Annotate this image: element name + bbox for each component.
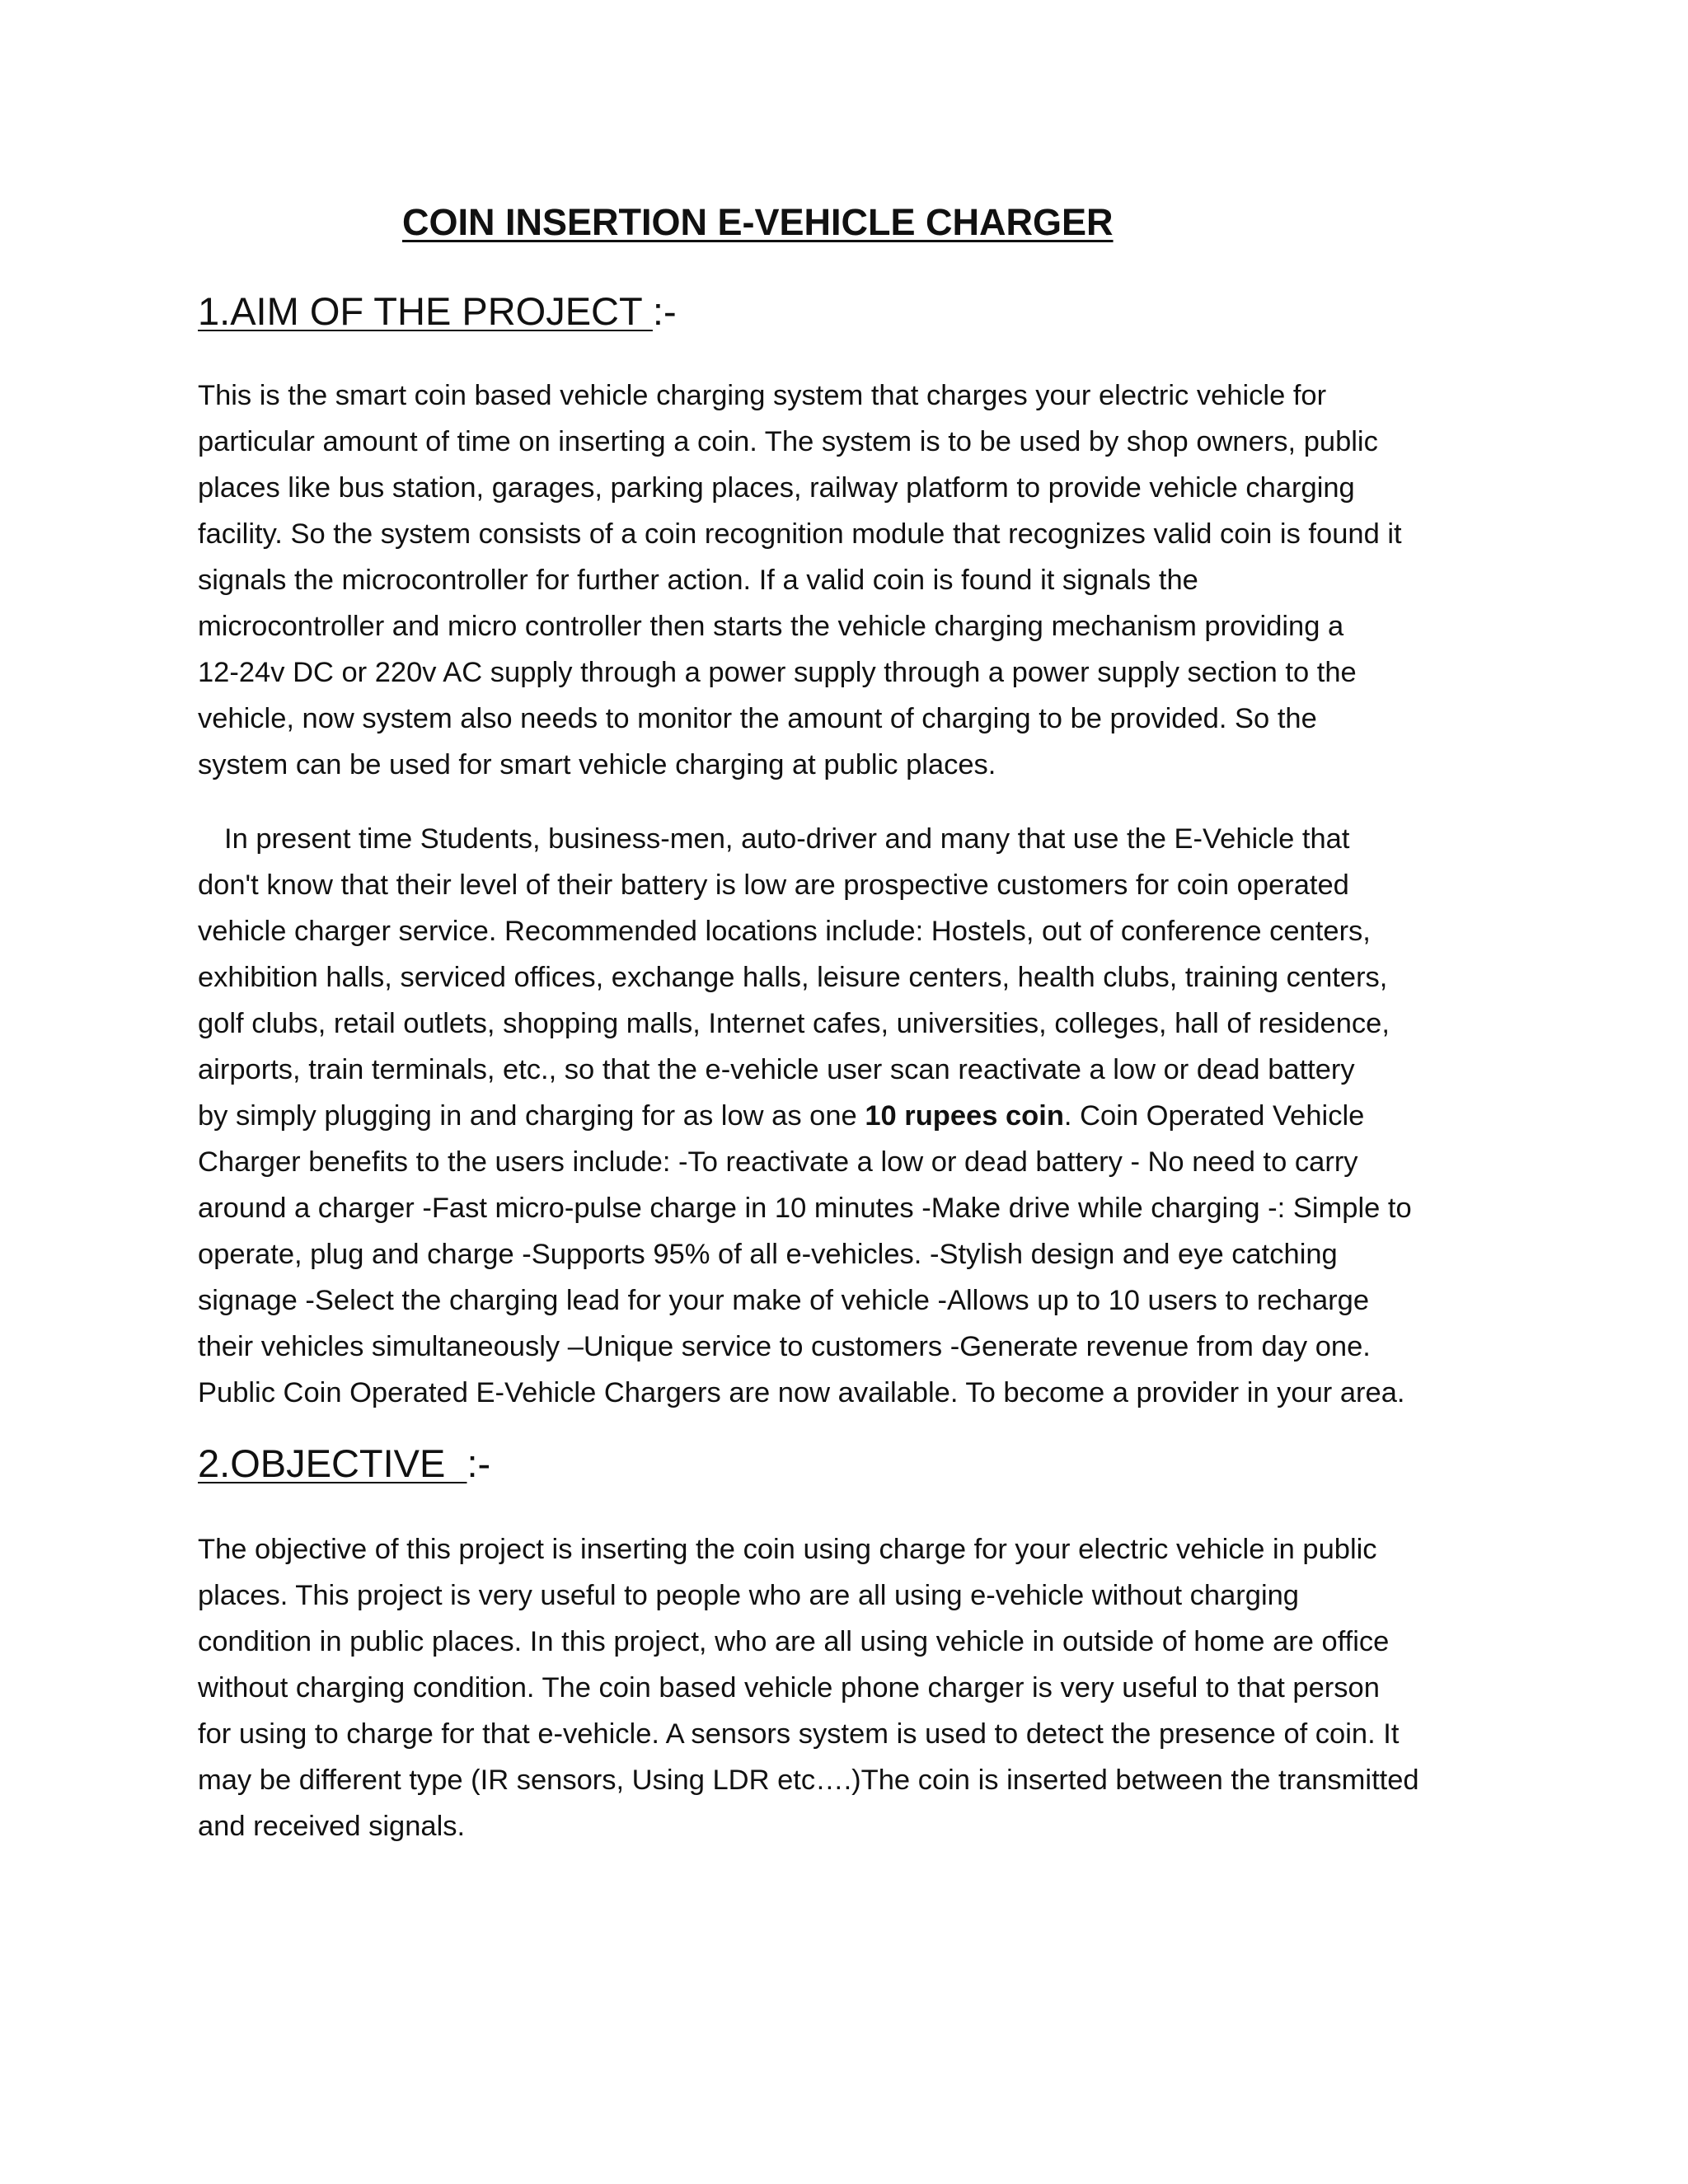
- paragraph-line: signals the microcontroller for further action. If a valid coin is found it signals the: [198, 565, 1198, 596]
- paragraph-line: and received signals.: [198, 1811, 466, 1842]
- paragraph-line: without charging condition. The coin based vehicle phone charger is very useful to that person: [198, 1672, 1380, 1704]
- paragraph-line-with-bold: [198, 1093, 1496, 1139]
- objective-paragraph: [198, 1526, 1496, 1849]
- paragraph-line: don't know that their level of their battery is low are prospective customers for coin operated: [198, 869, 1349, 901]
- paragraph-line: Charger benefits to the users include: -To reactivate a low or dead battery - No need to carry: [198, 1146, 1358, 1178]
- aim-paragraph: [198, 373, 1496, 788]
- section-heading-objective-suffix: :-: [467, 1441, 491, 1485]
- paragraph-line: airports, train terminals, etc., so that the e-vehicle user scan reactivate a low or dead battery: [198, 1054, 1355, 1085]
- paragraph-line: condition in public places. In this project, who are all using vehicle in outside of home are office: [198, 1626, 1390, 1657]
- paragraph-line: places like bus station, garages, parking places, railway platform to provide vehicle charging: [198, 472, 1355, 504]
- paragraph-line: places. This project is very useful to people who are all using e-vehicle without charging: [198, 1580, 1299, 1611]
- paragraph-line: vehicle charger service. Recommended locations include: Hostels, out of conference centers,: [198, 916, 1371, 947]
- section-heading-aim: [198, 288, 677, 334]
- paragraph-line: around a charger -Fast micro-pulse charge in 10 minutes -Make drive while charging -: Simple to: [198, 1193, 1412, 1224]
- paragraph-line: operate, plug and charge -Supports 95% of all e-vehicles. -Stylish design and eye catching: [198, 1239, 1338, 1270]
- paragraph-line: 12-24v DC or 220v AC supply through a power supply through a power supply section to the: [198, 657, 1357, 688]
- line-prefix: by simply plugging in and charging for as low as one: [198, 1100, 865, 1132]
- paragraph-line: particular amount of time on inserting a coin. The system is to be used by shop owners, public: [198, 426, 1378, 457]
- paragraph-line: for using to charge for that e-vehicle. A sensors system is used to detect the presence of coin. It: [198, 1718, 1400, 1750]
- line-suffix: . Coin Operated Vehicle: [1063, 1100, 1365, 1132]
- paragraph-line: vehicle, now system also needs to monitor the amount of charging to be provided. So the: [198, 703, 1317, 734]
- paragraph-line: signage -Select the charging lead for your make of vehicle -Allows up to 10 users to recharge: [198, 1285, 1370, 1316]
- paragraph-line: may be different type (IR sensors, Using LDR etc….)The coin is inserted between the transmitted: [198, 1765, 1419, 1796]
- section-heading-aim-suffix: :-: [652, 289, 677, 333]
- paragraph-line: In present time Students, business-men, auto-driver and many that use the E-Vehicle that: [224, 823, 1350, 855]
- bold-coin-text: 10 rupees coin: [865, 1100, 1064, 1132]
- paragraph-line: facility. So the system consists of a coin recognition module that recognizes valid coin is found it: [198, 518, 1402, 550]
- paragraph-line: This is the smart coin based vehicle charging system that charges your electric vehicle for: [198, 380, 1327, 411]
- present-time-paragraph: [198, 816, 1496, 1416]
- paragraph-line: Public Coin Operated E-Vehicle Chargers are now available. To become a provider in your area.: [198, 1377, 1405, 1408]
- section-heading-objective-text: 2.OBJECTIVE: [198, 1441, 467, 1485]
- section-heading-aim-text: 1.AIM OF THE PROJECT: [198, 289, 653, 333]
- paragraph-line: microcontroller and micro controller then starts the vehicle charging mechanism providing a: [198, 611, 1344, 642]
- paragraph-line: The objective of this project is inserting the coin using charge for your electric vehicle in public: [198, 1534, 1377, 1565]
- document-title: COIN INSERTION E-VEHICLE CHARGER: [402, 201, 1114, 243]
- section-heading-objective: [198, 1441, 490, 1486]
- paragraph-line: their vehicles simultaneously –Unique service to customers -Generate revenue from day one.: [198, 1331, 1371, 1362]
- paragraph-line: system can be used for smart vehicle charging at public places.: [198, 749, 996, 780]
- paragraph-line: golf clubs, retail outlets, shopping malls, Internet cafes, universities, colleges, hall of residence,: [198, 1008, 1390, 1039]
- paragraph-line: exhibition halls, serviced offices, exchange halls, leisure centers, health clubs, training centers,: [198, 962, 1388, 993]
